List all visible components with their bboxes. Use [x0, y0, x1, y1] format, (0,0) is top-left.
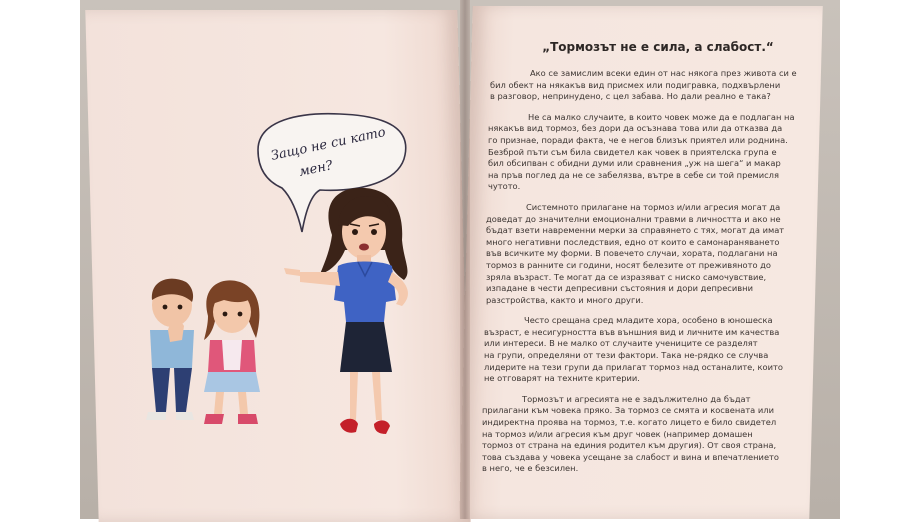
article-paragraph: Тормозът и агресията не е задължително да бъдат прилагани към човека пряко. За тормоз се смята и косвената или индиректна проява на тормоз, т.е. когато лицето е било свидетел на тормоз и/или агресия към друг човек (например домашен тормоз от страна на единия родител към другия). От своя страна, това създава у човека усещане за слабост и вина и впечатлението в него, че е безсилен.	[482, 393, 779, 474]
girl-figure	[204, 280, 260, 424]
article-paragraph: Не са малко случаите, в които човек може да е подлаган на някакъв вид тормоз, без дори да осъзнава това или да отказва да го признае, поради факта, че е негов близък приятел или роднина. Безброй пъти съм била свидетел как човек в приятелска група е бил обсипван с обидни думи или сравнения „уж на шега“ и макар на пръв поглед да не се забелязва, вътре в себе си той премисля чутото.	[488, 111, 795, 192]
article-paragraph: Ако се замислим всеки един от нас някога през живота си е бил обект на някакъв вид присмех или подигравка, подхвърлени в разговор, непринудено, с цел забава. Но дали реално е така?	[490, 68, 797, 102]
boy-figure	[146, 279, 194, 420]
article-paragraph: Често срещана сред младите хора, особено в юношеска възраст, е несигурността във външния вид и личните им качества или интереси. В не малко от случаите учениците се разделят на групи, определяни от тези фактори. Така не-рядко се случва лидерите на тези групи да прилагат тормоз над останалите, които не отговарят на техните критерии.	[484, 315, 783, 384]
speech-line-1: Защо не си като	[269, 124, 387, 164]
speech-line-2: мен?	[297, 158, 335, 180]
article-text	[478, 40, 808, 484]
article-paragraph: Системното прилагане на тормоз и/или агресия могат да доведат до значителни емоционални травми в личността и ако не бъдат взети навременни мерки за справянето с тях, могат да имат много негативни последствия, едно от които е самонараняването във всичките му форми. В повечето случаи, хората, подлагани на тормоз в ранните си години, носят белезите от преживяното до зряла възраст. Те могат да се изразяват с ниско самочувствие, изпадане в чести депресивни състояния и дори депресивни разстройства, както и много други.	[486, 201, 785, 305]
article-title: „Тормозът не е сила, а слабост.“	[542, 40, 774, 54]
